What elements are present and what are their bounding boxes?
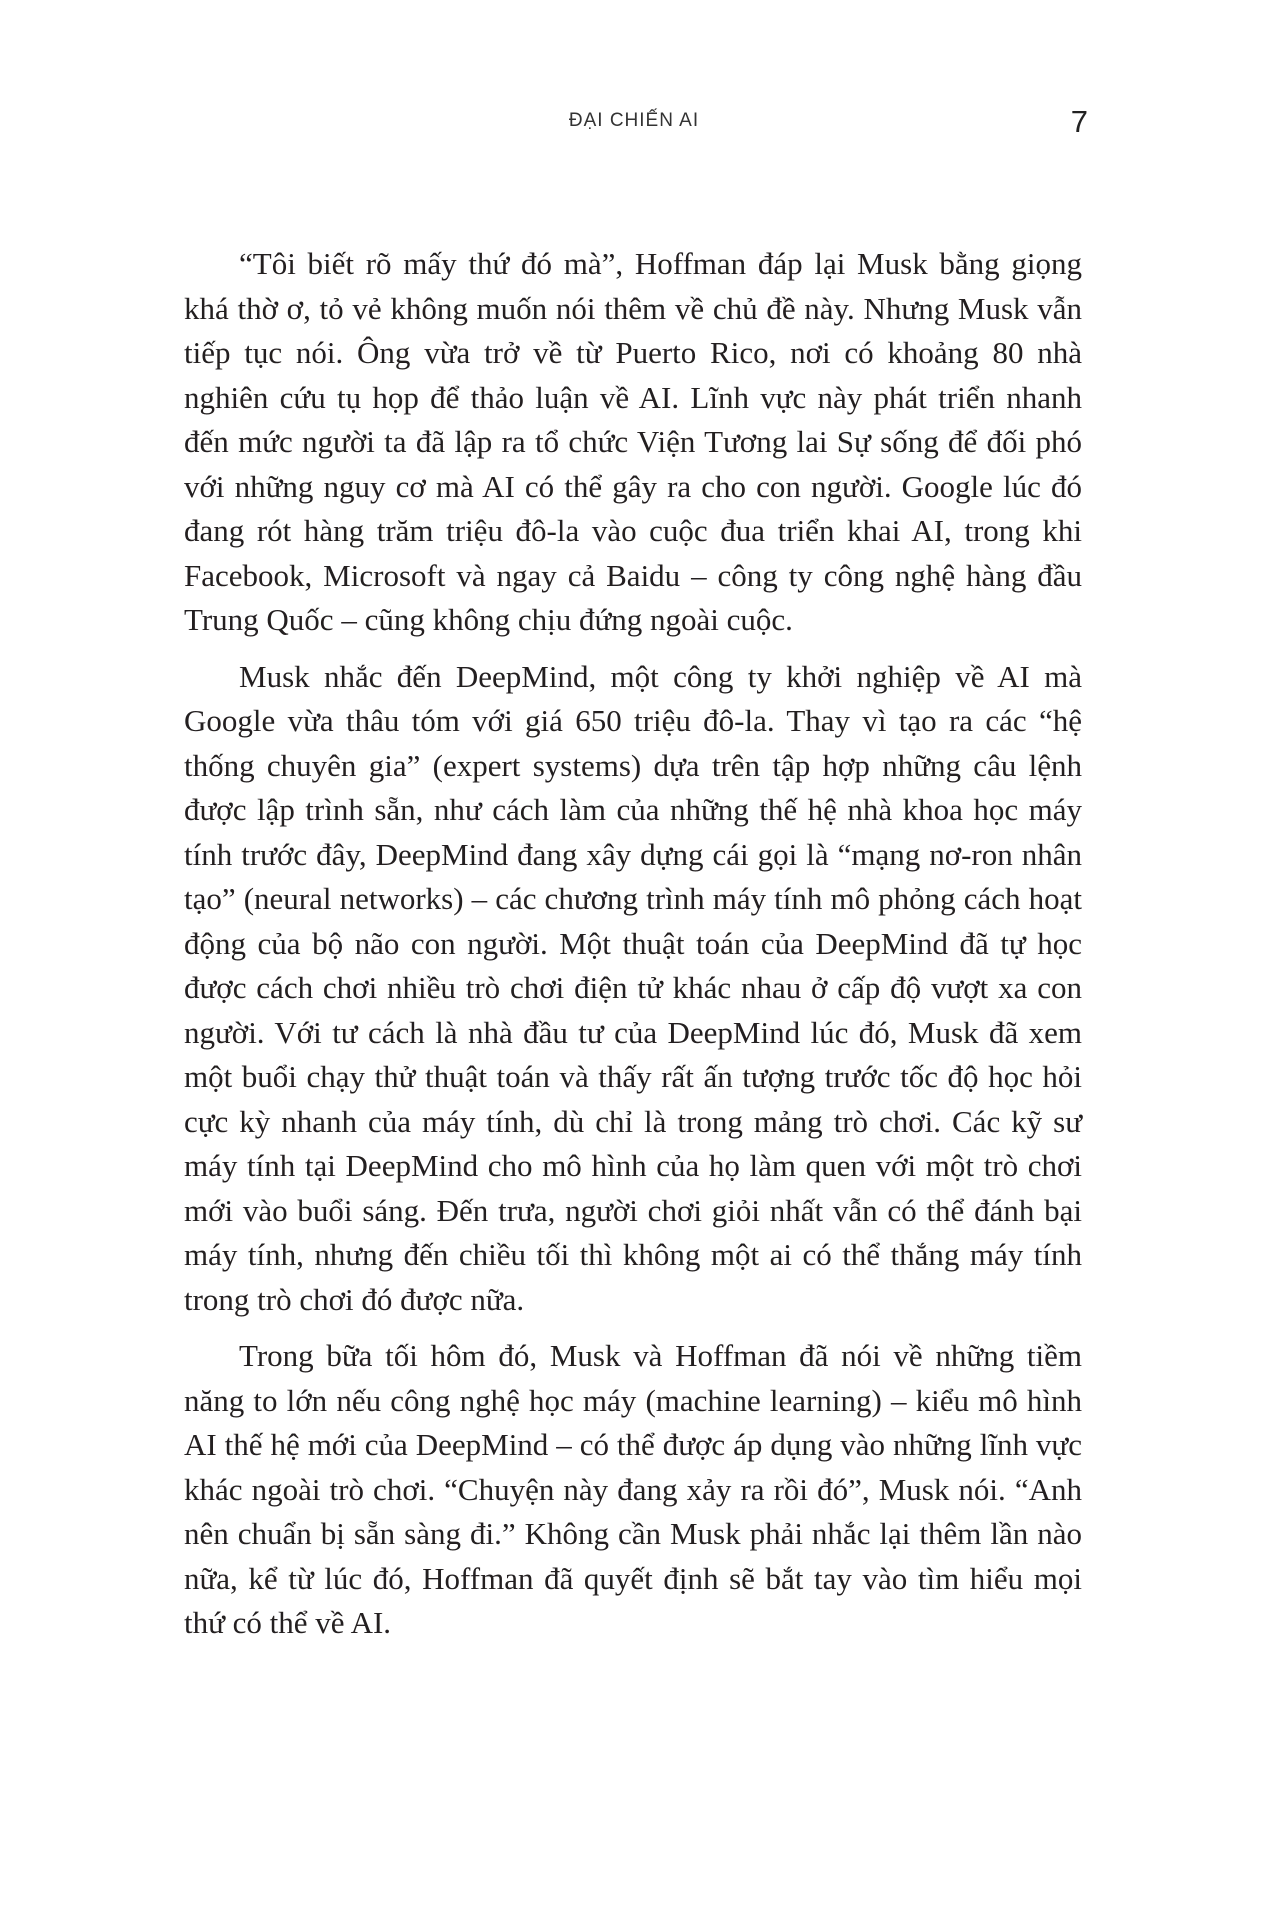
- page-number: 7: [1070, 104, 1088, 139]
- paragraph-3: Trong bữa tối hôm đó, Musk và Hoffman đã nói về những tiềm năng to lớn nếu công nghệ học máy (machine learning) – kiểu mô hình AI thế hệ mới của DeepMind – có thể được áp dụng vào những lĩnh vực khác ngoài trò chơi. “Chuyện này đang xảy ra rồi đó”, Musk nói. “Anh nên chuẩn bị sẵn sàng đi.” Không cần Musk phải nhắc lại thêm lần nào nữa, kể từ lúc đó, Hoffman đã quyết định sẽ bắt tay vào tìm hiểu mọi thứ có thể về AI.: [184, 1338, 1082, 1640]
- body-text: [184, 242, 1082, 1658]
- running-header-title: ĐẠI CHIẾN AI: [568, 110, 700, 131]
- paragraph-1: “Tôi biết rõ mấy thứ đó mà”, Hoffman đáp lại Musk bằng giọng khá thờ ơ, tỏ vẻ không muốn nói thêm về chủ đề này. Nhưng Musk vẫn tiếp tục nói. Ông vừa trở về từ Puerto Rico, nơi có khoảng 80 nhà nghiên cứu tụ họp để thảo luận về AI. Lĩnh vực này phát triển nhanh đến mức người ta đã lập ra tổ chức Viện Tương lai Sự sống để đối phó với những nguy cơ mà AI có thể gây ra cho con người. Google lúc đó đang rót hàng trăm triệu đô-la vào cuộc đua triển khai AI, trong khi Facebook, Microsoft và ngay cả Baidu – công ty công nghệ hàng đầu Trung Quốc – cũng không chịu đứng ngoài cuộc.: [184, 246, 1082, 637]
- running-header: [180, 104, 1088, 139]
- paragraph-2: Musk nhắc đến DeepMind, một công ty khởi nghiệp về AI mà Google vừa thâu tóm với giá 650 triệu đô-la. Thay vì tạo ra các “hệ thống chuyên gia” (expert systems) dựa trên tập hợp những câu lệnh được lập trình sẵn, như cách làm của những thế hệ nhà khoa học máy tính trước đây, DeepMind đang xây dựng cái gọi là “mạng nơ-ron nhân tạo” (neural networks) – các chương trình máy tính mô phỏng cách hoạt động của bộ não con người. Một thuật toán của DeepMind đã tự học được cách chơi nhiều trò chơi điện tử khác nhau ở cấp độ vượt xa con người. Với tư cách là nhà đầu tư của DeepMind lúc đó, Musk đã xem một buổi chạy thử thuật toán và thấy rất ấn tượng trước tốc độ học hỏi cực kỳ nhanh của máy tính, dù chỉ là trong mảng trò chơi. Các kỹ sư máy tính tại DeepMind cho mô hình của họ làm quen với một trò chơi mới vào buổi sáng. Đến trưa, người chơi giỏi nhất vẫn có thể đánh bại máy tính, nhưng đến chiều tối thì không một ai có thể thắng máy tính trong trò chơi đó được nữa.: [184, 658, 1082, 1317]
